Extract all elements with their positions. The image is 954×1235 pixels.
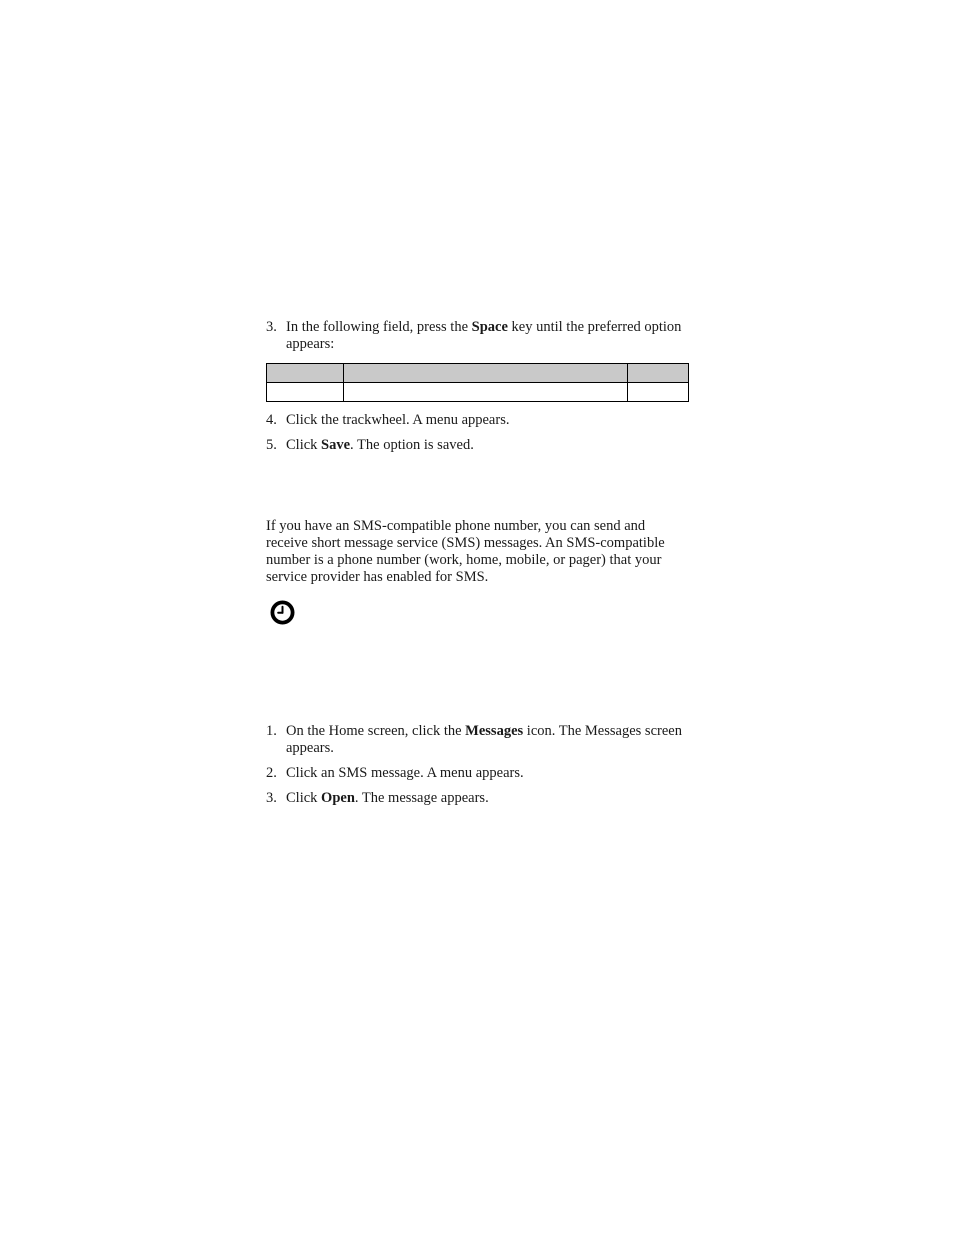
step-number: 3. <box>266 790 277 806</box>
space-key-label: Space <box>471 319 508 335</box>
step-text: . The option is saved. <box>350 437 474 453</box>
step-text: Click the trackwheel. A menu appears. <box>286 412 510 428</box>
step-text: Click an SMS message. A menu appears. <box>286 765 524 781</box>
step-text: . The message appears. <box>354 790 489 806</box>
table-header-row <box>267 364 689 383</box>
table-row <box>267 383 689 402</box>
open-label: Open <box>321 790 355 806</box>
save-label: Save <box>321 437 351 453</box>
step-3-click-open <box>266 790 686 807</box>
step-text: In the following field, press the <box>286 319 472 335</box>
step-text: Click <box>286 790 322 806</box>
step-text: On the Home screen, click the <box>286 723 466 739</box>
step-number: 5. <box>266 437 277 453</box>
step-1-click-messages <box>266 723 686 757</box>
step-text: Click <box>286 437 322 453</box>
table-header-cell <box>628 364 689 383</box>
option-table <box>266 363 689 402</box>
step-2-click-sms <box>266 765 686 782</box>
sms-intro-paragraph: If you have an SMS-compatible phone number, you can send and receive short message service (SMS) messages. An SMS-compatible number is a phone number (work, home, mobile, or pager) that your service provider has enabled for SMS. <box>266 518 665 585</box>
step-number: 3. <box>266 319 277 335</box>
table-header-cell <box>267 364 344 383</box>
step-number: 2. <box>266 765 277 781</box>
step-number: 1. <box>266 723 277 739</box>
step-text: icon. The Messages screen appears. <box>286 723 682 756</box>
clock-icon <box>270 600 295 625</box>
step-4-click-trackwheel <box>266 412 686 429</box>
table-cell <box>344 383 628 402</box>
step-3-select-option <box>266 319 686 353</box>
step-text: key until the preferred option appears: <box>286 319 682 352</box>
messages-label: Messages <box>465 723 524 739</box>
step-number: 4. <box>266 412 277 428</box>
table-cell <box>267 383 344 402</box>
step-5-click-save <box>266 437 686 454</box>
table-cell <box>628 383 689 402</box>
table-header-cell <box>344 364 628 383</box>
